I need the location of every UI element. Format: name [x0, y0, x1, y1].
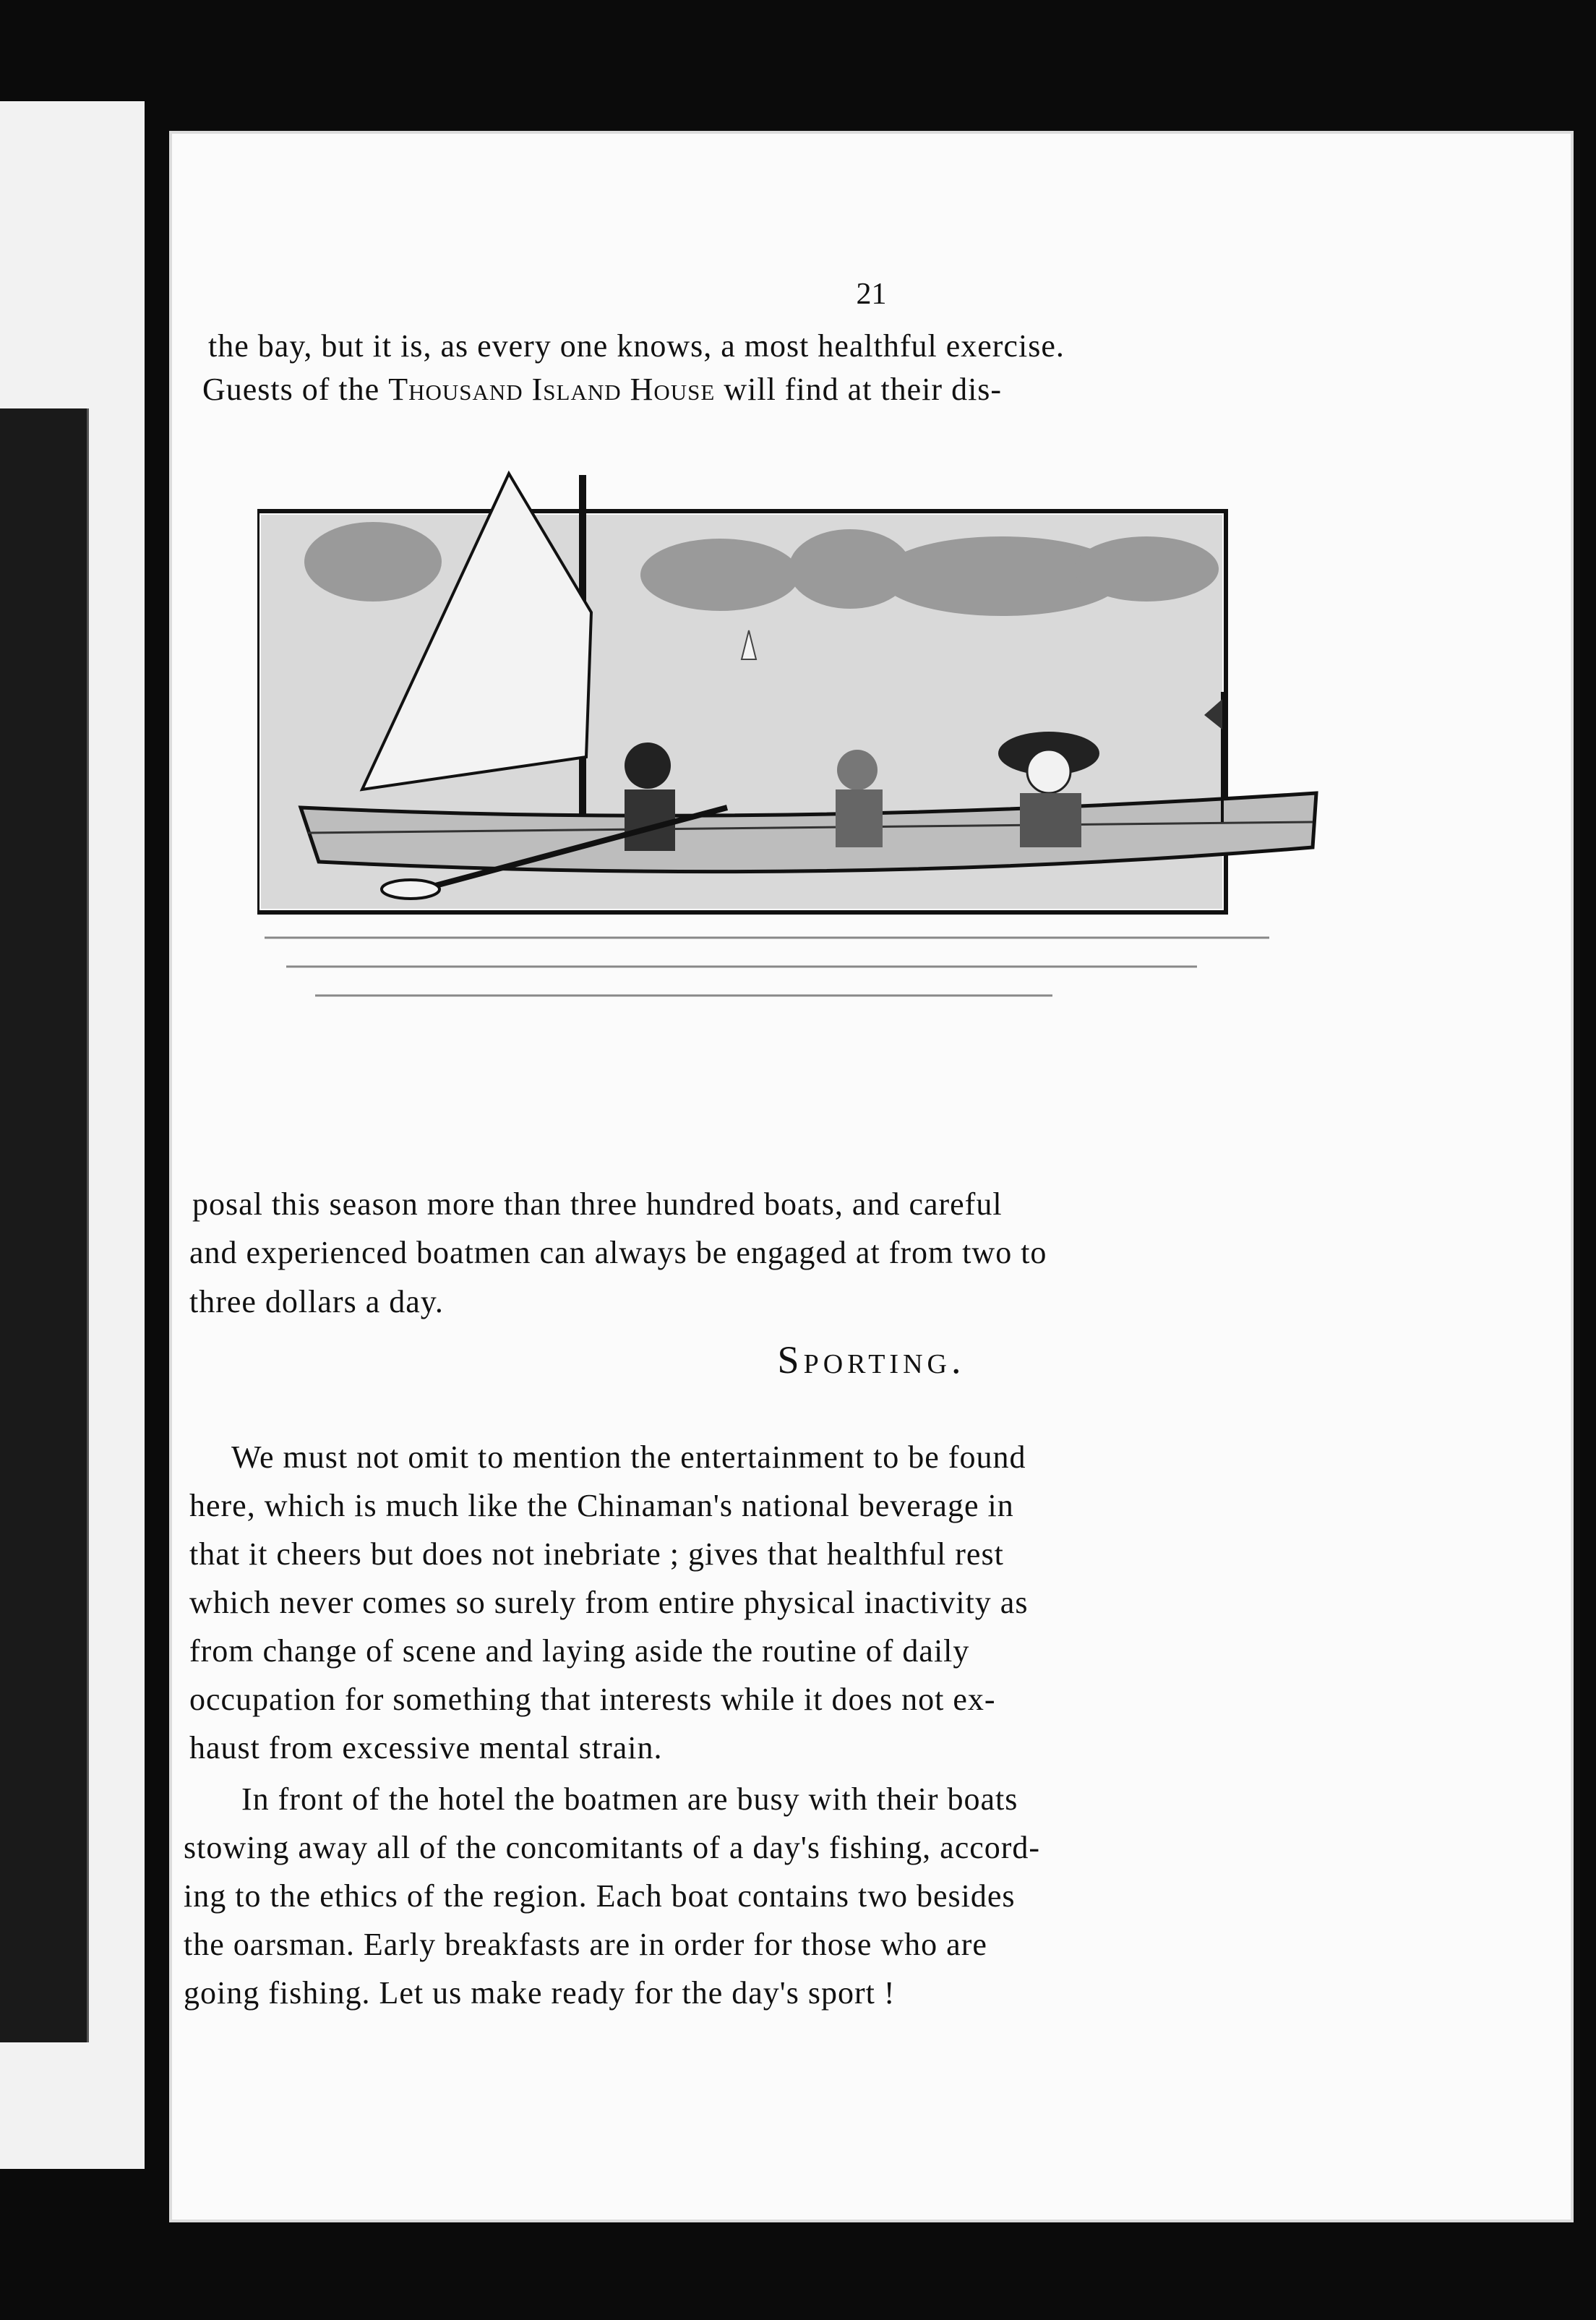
- text-line: occupation for something that interests while it does not ex-: [189, 1682, 996, 1717]
- facing-page-engraving: [0, 408, 89, 2042]
- book-page: [172, 134, 1571, 2220]
- text-line: going fishing. Let us make ready for the day's sport !: [184, 1975, 896, 2011]
- text-line: Guests of the Thousand Island House will find at their dis-: [202, 372, 1003, 407]
- hotel-name: Thousand Island House: [388, 372, 716, 407]
- text-line: haust from excessive mental strain.: [189, 1730, 663, 1765]
- text-line: which never comes so surely from entire physical inactivity as: [189, 1585, 1029, 1620]
- text-line: We must not omit to mention the entertainment to be found: [231, 1439, 1026, 1475]
- text-line: the oarsman. Early breakfasts are in order for those who are: [184, 1927, 987, 1962]
- text-line: here, which is much like the Chinaman's national beverage in: [189, 1488, 1014, 1523]
- text-line: from change of scene and laying aside the routine of daily: [189, 1633, 970, 1669]
- page-number: 21: [856, 278, 887, 311]
- text-line: that it cheers but does not inebriate ; gives that healthful rest: [189, 1536, 1004, 1572]
- text-line: In front of the hotel the boatmen are busy with their boats: [241, 1781, 1018, 1817]
- rowboat-illustration: [257, 468, 1360, 1032]
- section-heading: Sporting.: [777, 1338, 966, 1382]
- text-line: posal this season more than three hundred boats, and careful: [192, 1186, 1003, 1222]
- text-line: ing to the ethics of the region. Each boat contains two besides: [184, 1878, 1016, 1914]
- facing-page-edge: [0, 101, 145, 2169]
- text-line: three dollars a day.: [189, 1284, 444, 1319]
- text-line: stowing away all of the concomitants of a day's fishing, accord-: [184, 1830, 1041, 1865]
- text-line: and experienced boatmen can always be engaged at from two to: [189, 1235, 1047, 1270]
- text-line: the bay, but it is, as every one knows, a most healthful exercise.: [208, 328, 1065, 364]
